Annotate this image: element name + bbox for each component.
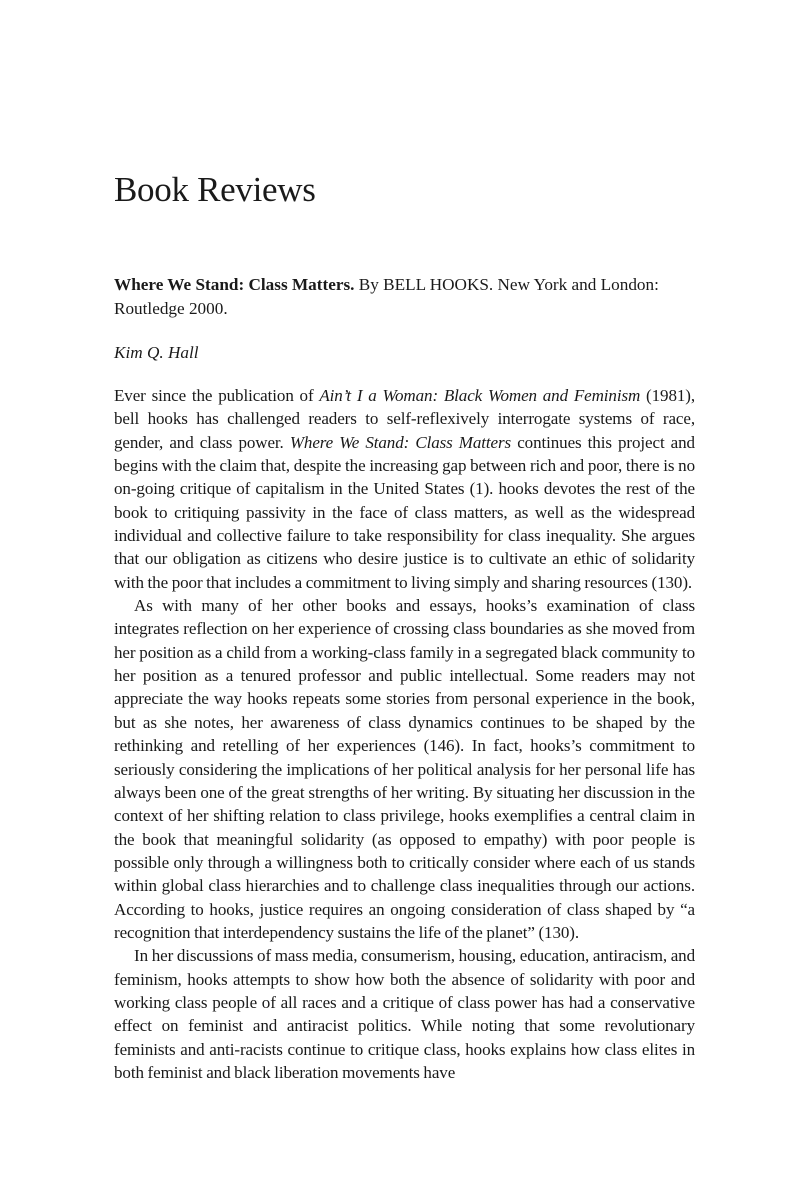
book-title: Where We Stand: Class Matters. xyxy=(114,275,355,294)
review-body xyxy=(114,384,695,1084)
paragraph-text: Ever since the publication of xyxy=(114,386,320,405)
paragraph-text: continues this project and begins with the claim that, despite the increasing gap between rich and poor, there is no on-going critique of capitalism in the United States (1). hooks devotes the rest of the book to critiquing passivity in the face of class matters, as well as the widespread individual and collective failure to take responsibility for class inequality. She argues that our obligation as citizens who desire justice is to cultivate an ethic of solidarity with the poor that includes a commitment to living simply and sharing resources (130). xyxy=(114,432,695,592)
cited-title-aint-i-a-woman: Ain’t I a Woman: Black Women and Feminism xyxy=(319,386,641,405)
cited-title-where-we-stand: Where We Stand: Class Matters xyxy=(289,432,512,452)
reviewer-name: Kim Q. Hall xyxy=(114,343,199,362)
book-citation xyxy=(114,273,695,321)
book-publication-details: By BELL HOOKS. New York and London: Routledge 2000. xyxy=(114,275,659,318)
review-paragraph-2: As with many of her other books and essays, hooks’s examination of class integrates reflection on her experience of crossing class boundaries as she moved from her position as a child from a working-class family in a segregated black community to her position as a tenured professor and public intellectual. Some readers may not appreciate the way hooks repeats some stories from personal experience in the book, but as she notes, her awareness of class dynamics continues to be shaped by the rethinking and retelling of her experiences (146). In fact, hooks’s commitment to seriously considering the implications of her political analysis for her personal life has always been one of the great strengths of her writing. By situating her discussion in the context of her shifting relation to class privilege, hooks exemplifies a central claim in the book that meaningful solidarity (as opposed to empathy) with poor people is possible only through a willingness both to critically consider where each of us stands within global class hierarchies and to challenge class inequalities through our actions. According to hooks, justice requires an ongoing consideration of class shaped by “a recognition that interdependency sustains the life of the planet” (130). xyxy=(114,596,695,942)
section-title: Book Reviews xyxy=(114,170,316,209)
paragraph-text: (1981), bell hooks has challenged readers to self-reflexively interrogate systems of race, gender, and class power. xyxy=(114,386,696,452)
review-paragraph-3: In her discussions of mass media, consumerism, housing, education, antiracism, and feminism, hooks attempts to show how both the absence of solidarity with poor and working class people of all races and a critique of class power has had a conservative effect on feminist and antiracist politics. While noting that some revolutionary feminists and anti-racists continue to critique class, hooks explains how class elites in both feminist and black liberation movements have xyxy=(114,946,695,1082)
review-paragraph-1 xyxy=(114,384,695,594)
